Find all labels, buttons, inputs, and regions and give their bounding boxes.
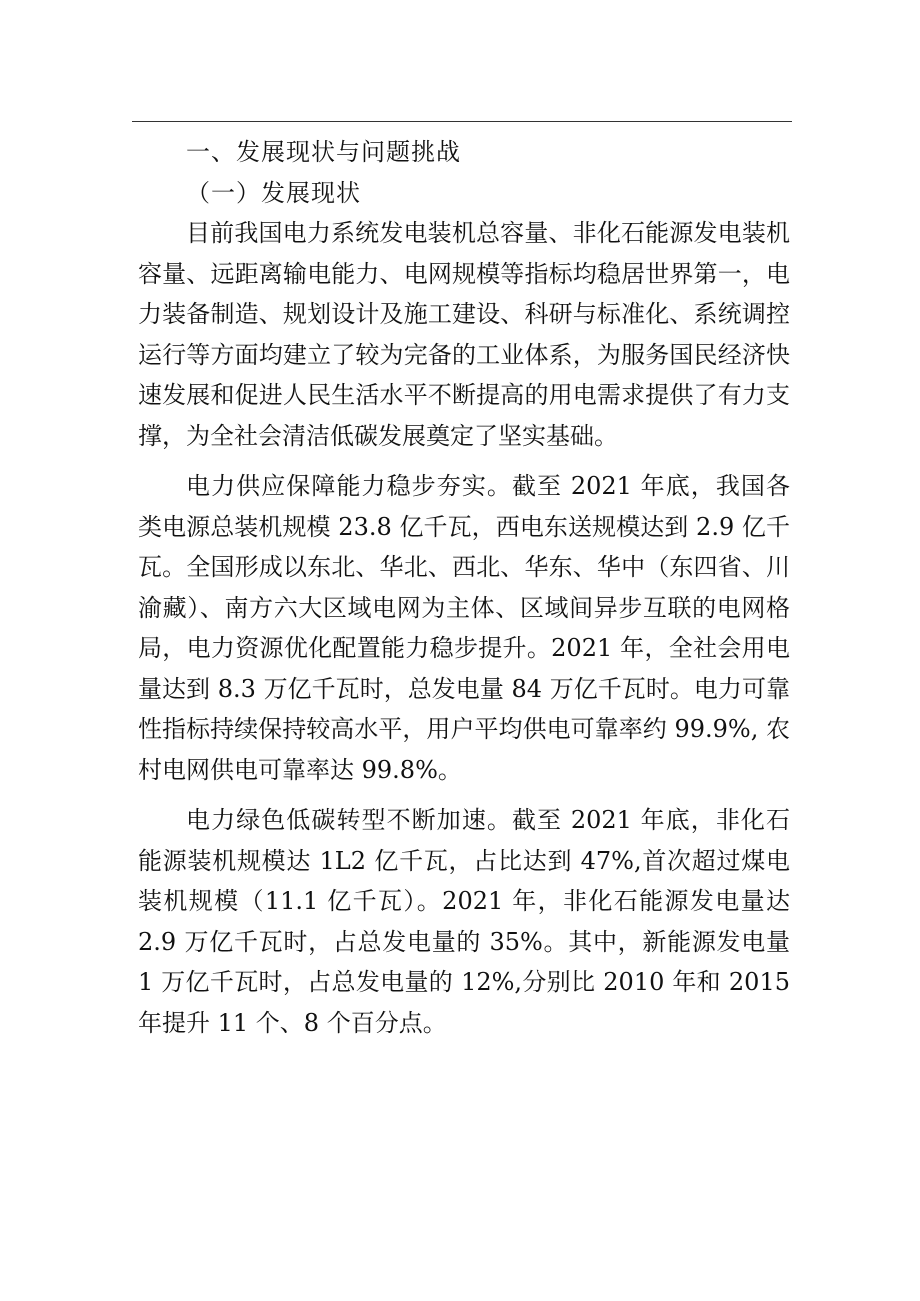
- subsection-heading: （一）发展现状: [186, 178, 361, 207]
- section-heading: 一、发展现状与问题挑战: [186, 138, 461, 166]
- paragraph-green-transition: 电力绿色低碳转型不断加速。截至 2021 年底，非化石能源装机规模达 1L2 亿千瓦，占比达到 47%,首次超过煤电装机规模（11.1 亿千瓦）。2021 年，非化石能源发电量达 2.9 万亿千瓦时，占总发电量的 35%。其中，新能源发电量 1 万亿千瓦时，占总发电量的 12%,分别比 2010 年和 2015 年提升 11 个、8 个百分点。: [138, 806, 790, 1037]
- header-rule: [132, 121, 792, 122]
- paragraph-supply: 电力供应保障能力稳步夯实。截至 2021 年底，我国各类电源总装机规模 23.8 亿千瓦，西电东送规模达到 2.9 亿千瓦。全国形成以东北、华北、西北、华东、华中（东四省、川渝藏）、南方六大区域电网为主体、区域间异步互联的电网格局，电力资源优化配置能力稳步提升。2021 年，全社会用电量达到 8.3 万亿千瓦时，总发电量 84 万亿千瓦时。电力可靠性指标持续保持较高水平，用户平均供电可靠率约 99.9%, 农村电网供电可靠率达 99.8%。: [138, 472, 790, 784]
- paragraph-overview: 目前我国电力系统发电装机总容量、非化石能源发电装机容量、远距离输电能力、电网规模等指标均稳居世界第一，电力装备制造、规划设计及施工建设、科研与标准化、系统调控运行等方面均建立了较为完备的工业体系，为服务国民经济快速发展和促进人民生活水平不断提高的用电需求提供了有力支撑，为全社会清洁低碳发展奠定了坚实基础。: [138, 219, 790, 450]
- document-body: [138, 132, 790, 1043]
